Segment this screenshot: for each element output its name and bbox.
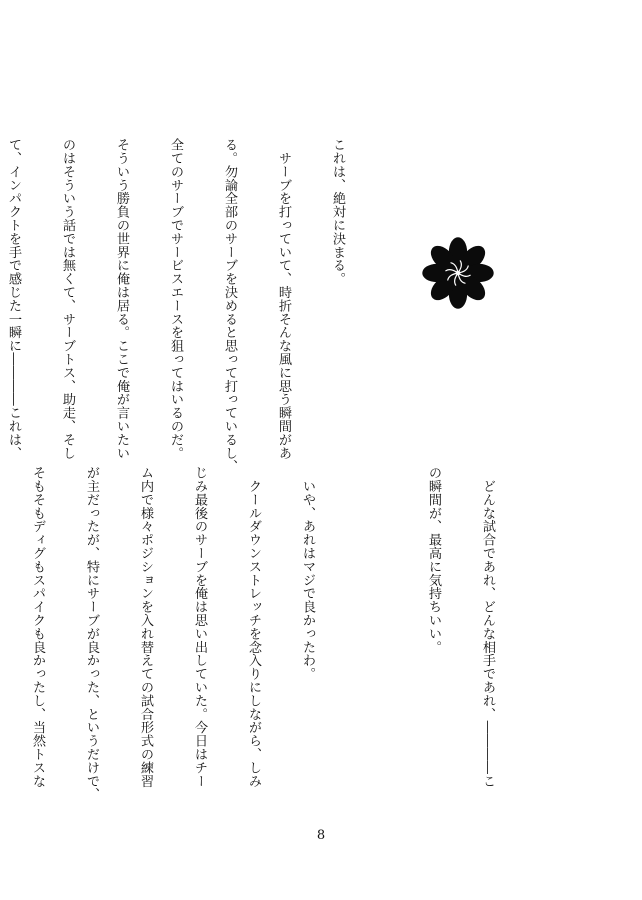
text-line: 全てのサーブでサービスエースを狙ってはいるのだ。 [168,138,183,460]
text-line: て、インパクトを手で感じた一瞬に――――これは、 [6,138,21,460]
page-number: 8 [316,828,326,843]
text-line: が主だったが、特にサーブが良かった、というだけで、 [84,466,99,801]
text-line: そもそもディグもスパイクも良かったし、当然トスな [30,466,45,788]
lower-paragraph [30,466,532,801]
text-line: そういう勝負の世界に俺は居る。ここで俺が言いたい [114,138,129,460]
flower-ornament-icon [420,235,496,311]
text-line: どんな試合であれ、どんな相手であれ、――――こ [480,466,495,788]
text-line: のはそういう話では無くて、サーブトス、助走、そし [60,138,75,460]
text-line: いや、あれはマジで良かったわ。 [300,466,315,681]
text-line: る。勿論全部のサーブを決めると思って打っているし、 [222,138,237,473]
text-line: クールダウンストレッチを念入りにしながら、しみ [246,466,261,788]
text-line: じみ最後のサーブを俺は思い出していた。今日はチー [192,466,207,788]
text-line: の瞬間が、最高に気持ちいい。 [426,466,441,654]
upper-paragraph [6,138,382,473]
text-line: これは、絶対に決まる。 [330,138,345,286]
text-line: ム内で様々ポジションを入れ替えての試合形式の練習 [138,466,153,788]
text-line: サーブを打っていて、時折そんな風に思う瞬間があ [276,138,291,460]
